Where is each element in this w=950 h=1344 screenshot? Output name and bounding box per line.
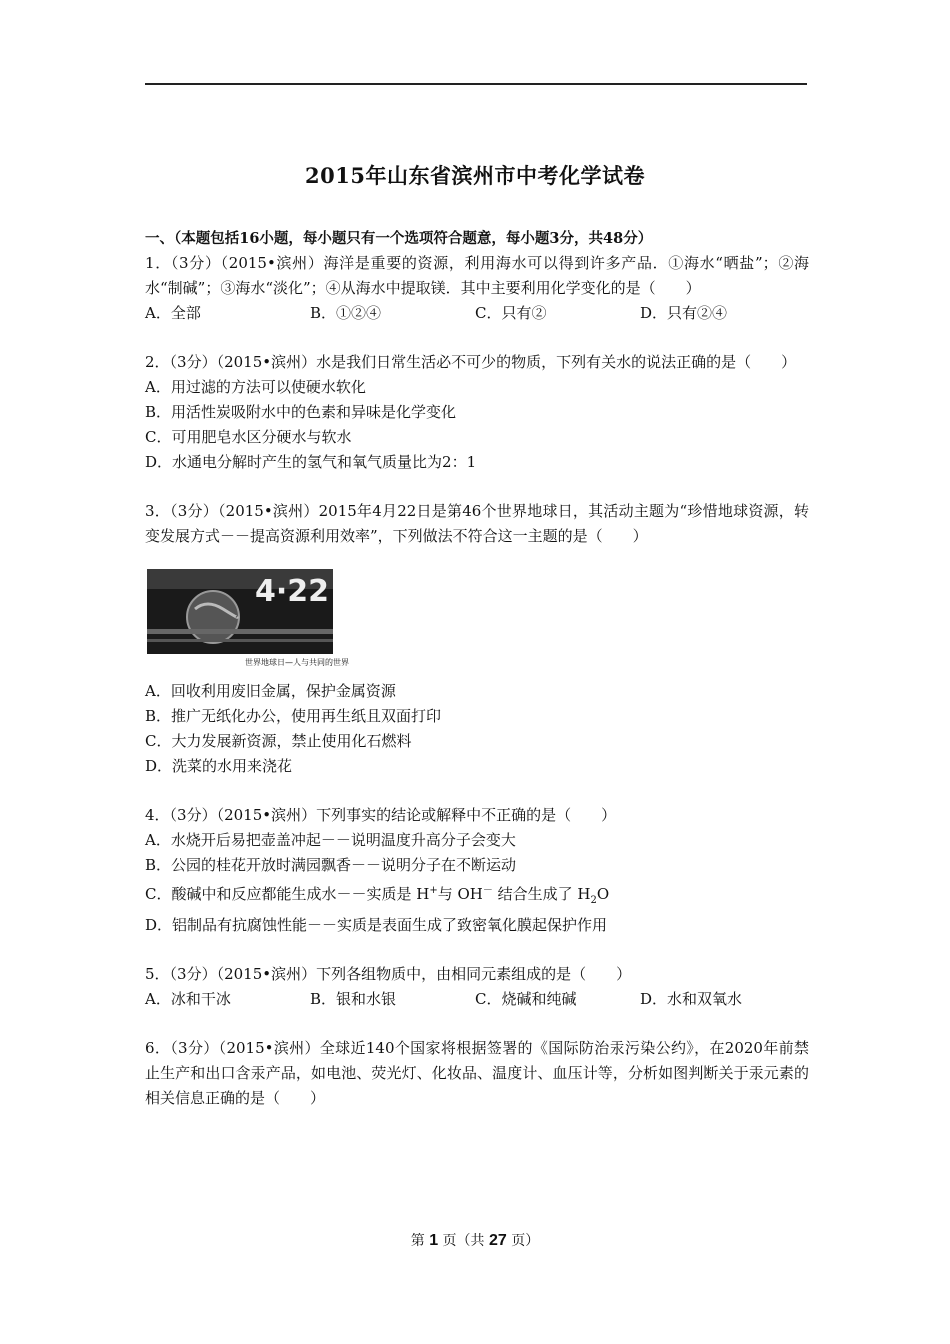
footer-text: 第 bbox=[410, 1233, 430, 1249]
option-b: B．用活性炭吸附水中的色素和异味是化学变化 bbox=[145, 403, 457, 421]
question-1 bbox=[145, 251, 809, 326]
option-c: C．可用肥皂水区分硬水与软水 bbox=[145, 428, 352, 446]
option-a: A．冰和干冰 bbox=[145, 990, 231, 1008]
footer-text: 页） bbox=[506, 1233, 540, 1249]
option-c-text: 结合生成了 H bbox=[492, 885, 591, 903]
figure-caption: 世界地球日—人与共同的世界 bbox=[245, 658, 349, 667]
header-rule bbox=[145, 83, 807, 85]
earth-day-image bbox=[145, 559, 349, 669]
question-3 bbox=[145, 499, 809, 779]
option-c: C．只有② bbox=[475, 304, 547, 322]
question-stem: 1．（3分）（2015•滨州）海洋是重要的资源，利用海水可以得到许多产品．①海水“晒盐”；②海水“制碱”；③海水“淡化”；④从海水中提取镁．其中主要利用化学变化的是（ ） bbox=[145, 254, 809, 297]
option-c-text: O bbox=[596, 885, 610, 903]
option-d: D．水通电分解时产生的氢气和氧气质量比为2：1 bbox=[145, 453, 477, 471]
total-pages: 27 bbox=[489, 1232, 507, 1249]
option-b: B．公园的桂花开放时满园飘香－－说明分子在不断运动 bbox=[145, 856, 517, 874]
question-stem: 5．（3分）（2015•滨州）下列各组物质中，由相同元素组成的是（ ） bbox=[145, 965, 632, 983]
option-b: B．①②④ bbox=[310, 304, 382, 322]
option-c-text: 与 OH bbox=[437, 885, 483, 903]
footer-text: 页（共 bbox=[438, 1233, 489, 1249]
option-c: C．大力发展新资源，禁止使用化石燃料 bbox=[145, 732, 412, 750]
option-a: A．用过滤的方法可以使硬水软化 bbox=[145, 378, 366, 396]
option-c: C．烧碱和纯碱 bbox=[475, 990, 577, 1008]
page-title: 2015年山东省滨州市中考化学试卷 bbox=[305, 163, 645, 188]
option-d: D．只有②④ bbox=[640, 304, 728, 322]
option-d: D．水和双氧水 bbox=[640, 990, 743, 1008]
question-stem: 3．（3分）（2015•滨州）2015年4月22日是第46个世界地球日，其活动主题为“珍惜地球资源，转变发展方式－－提高资源利用效率”，下列做法不符合这一主题的是（ ） bbox=[145, 502, 809, 545]
option-a: A．全部 bbox=[145, 304, 201, 322]
option-a: A．回收利用废旧金属，保护金属资源 bbox=[145, 682, 396, 700]
exam-content bbox=[145, 226, 809, 1135]
question-5 bbox=[145, 962, 809, 1012]
figure-numbers: 4·22 bbox=[255, 574, 330, 609]
question-stem: 2．（3分）（2015•滨州）水是我们日常生活必不可少的物质，下列有关水的说法正确的是（ ） bbox=[145, 353, 797, 371]
question-4 bbox=[145, 803, 809, 938]
page-number: 1 bbox=[429, 1232, 439, 1249]
option-d: D．铝制品有抗腐蚀性能－－实质是表面生成了致密氧化膜起保护作用 bbox=[145, 916, 608, 934]
option-b: B．推广无纸化办公，使用再生纸且双面打印 bbox=[145, 707, 442, 725]
option-c-text: C．酸碱中和反应都能生成水－－实质是 H bbox=[145, 885, 430, 903]
page-footer bbox=[0, 1230, 950, 1250]
question-2 bbox=[145, 350, 809, 475]
section-heading: 一、（本题包括16小题，每小题只有一个选项符合题意，每小题3分，共48分） bbox=[145, 230, 653, 247]
earth-day-graphic bbox=[145, 559, 349, 669]
question-6 bbox=[145, 1036, 809, 1111]
option-c bbox=[145, 878, 809, 913]
option-b: B．银和水银 bbox=[310, 990, 397, 1008]
option-a: A．水烧开后易把壶盖冲起－－说明温度升高分子会变大 bbox=[145, 831, 516, 849]
superscript: － bbox=[482, 885, 493, 896]
option-d: D．洗菜的水用来浇花 bbox=[145, 757, 293, 775]
superscript: + bbox=[429, 885, 438, 896]
question-stem: 6．（3分）（2015•滨州）全球近140个国家将根据签署的《国际防治汞污染公约》，在2020年前禁止生产和出口含汞产品，如电池、荧光灯、化妆品、温度计、血压计等，分析如图判断关于汞元素的相关信息正确的是（ ） bbox=[145, 1039, 809, 1107]
option-row bbox=[145, 301, 809, 326]
question-stem: 4．（3分）（2015•滨州）下列事实的结论或解释中不正确的是（ ） bbox=[145, 806, 617, 824]
subscript: 2 bbox=[590, 895, 597, 906]
option-row bbox=[145, 987, 809, 1012]
